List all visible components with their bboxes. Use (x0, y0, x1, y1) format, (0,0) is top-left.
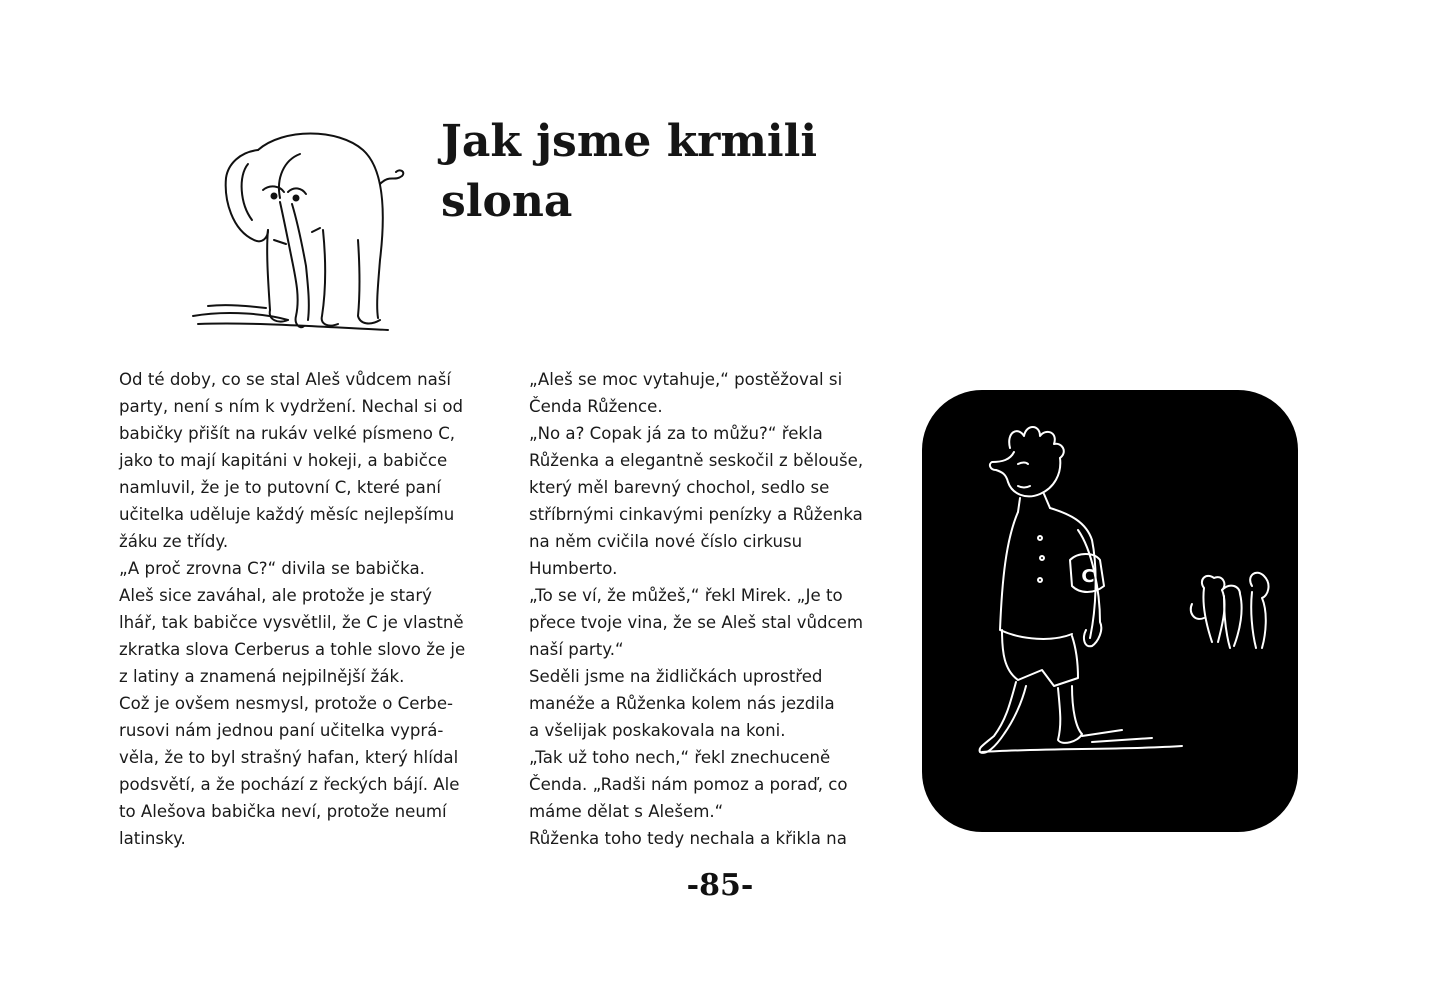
text-line: Humberto. (529, 559, 618, 578)
text-line: na něm cvičila nové číslo cirkusu (529, 532, 803, 551)
text-line: Čenda Růžence. (529, 397, 663, 416)
text-line: latinsky. (119, 829, 186, 848)
text-line: žáku ze třídy. (119, 532, 229, 551)
text-column-left (119, 366, 499, 852)
text-line: „To se ví, že můžeš,“ řekl Mirek. „Je to (529, 586, 843, 605)
text-line: „Aleš se moc vytahuje,“ postěžoval si (529, 370, 843, 389)
text-line: Růženka a elegantně seskočil z bělouše, (529, 451, 864, 470)
elephant-illustration (188, 120, 418, 340)
text-line: lhář, tak babičce vysvětlil, že C je vlastně (119, 613, 464, 632)
text-line: party, není s ním k vydržení. Nechal si od (119, 397, 464, 416)
text-line: učitelka uděluje každý měsíc nejlepšímu (119, 505, 455, 524)
text-line: naší party.“ (529, 640, 624, 659)
text-line: zkratka slova Cerberus a tohle slovo že je (119, 640, 466, 659)
text-line: manéže a Růženka kolem nás jezdila (529, 694, 835, 713)
text-line: a všelijak poskakovala na koni. (529, 721, 786, 740)
text-line: máme dělat s Alešem.“ (529, 802, 724, 821)
text-line: Čenda. „Radši nám pomoz a poraď, co (529, 775, 848, 794)
chapter-title: Jak jsme krmili slona (441, 116, 818, 227)
text-line: který měl barevný chochol, sedlo se (529, 478, 830, 497)
text-line: „Tak už toho nech,“ řekl znechuceně (529, 748, 831, 767)
text-line: věla, že to byl strašný hafan, který hlídal (119, 748, 459, 767)
page-number: -85- (686, 868, 754, 903)
text-column-right (529, 366, 899, 852)
text-line: stříbrnými cinkavými penízky a Růženka (529, 505, 863, 524)
text-line: „A proč zrovna C?“ divila se babička. (119, 559, 425, 578)
text-line: z latiny a znamená nejpilnější žák. (119, 667, 405, 686)
armband-letter: C (1081, 566, 1095, 587)
text-line: přece tvoje vina, že se Aleš stal vůdcem (529, 613, 864, 632)
text-line: jako to mají kapitáni v hokeji, a babičce (119, 451, 448, 470)
text-line: Aleš sice zaváhal, ale protože je starý (119, 586, 432, 605)
text-line: rusovi nám jednou paní učitelka vyprá- (119, 721, 444, 740)
text-line: „No a? Copak já za to můžu?“ řekla (529, 424, 823, 443)
text-line: Od té doby, co se stal Aleš vůdcem naší (119, 370, 452, 389)
text-line: Seděli jsme na židličkách uprostřed (529, 667, 823, 686)
text-line: Což je ovšem nesmysl, protože o Cerbe- (119, 694, 454, 713)
text-line: podsvětí, a že pochází z řeckých bájí. Ale (119, 775, 460, 794)
boy-walking-illustration (922, 390, 1298, 832)
text-line: Růženka toho tedy nechala a křikla na (529, 829, 847, 848)
text-line: babičky přišít na rukáv velké písmeno C, (119, 424, 456, 443)
text-line: namluvil, že je to putovní C, které paní (119, 478, 441, 497)
text-line: to Alešova babička neví, protože neumí (119, 802, 447, 821)
